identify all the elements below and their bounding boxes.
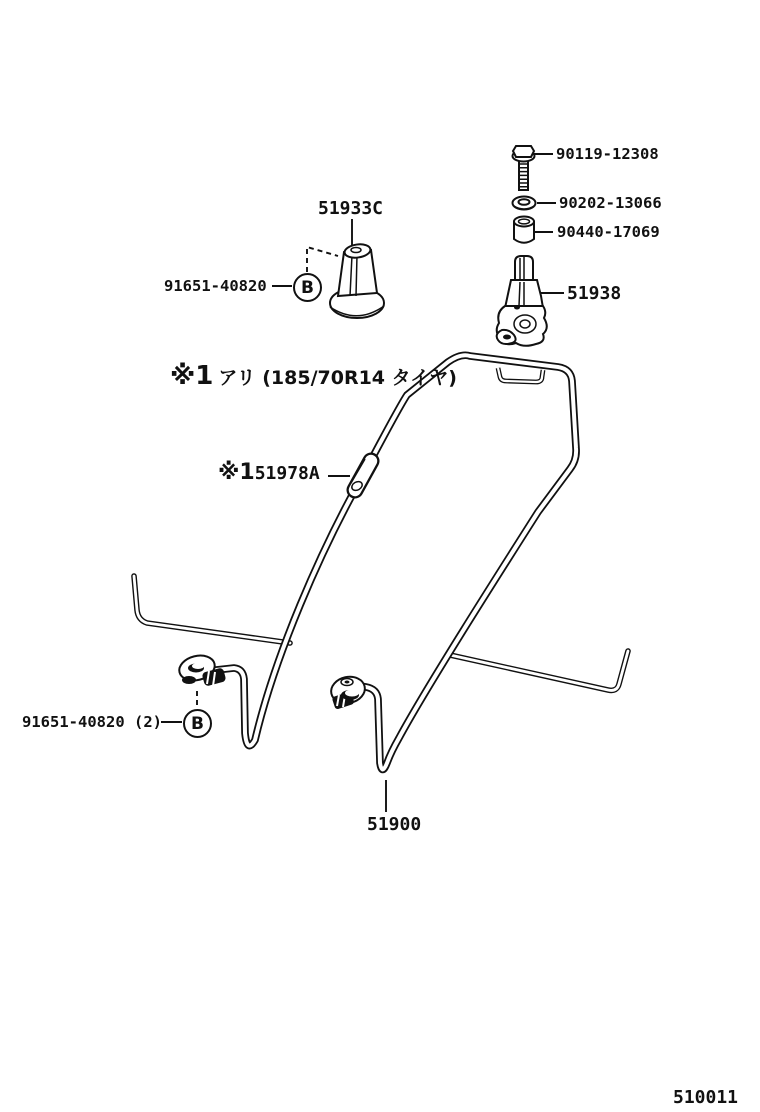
tire-note-mark: ※1 <box>170 361 214 391</box>
washer-drawing <box>513 197 536 210</box>
tire-note-text: アリ (185/70R14 タイヤ) <box>218 367 457 389</box>
part-number-hook[interactable]: 51938 <box>567 283 622 304</box>
cushion-number-text[interactable]: 51978A <box>254 463 320 484</box>
part-number-grommet-upper[interactable]: 91651-40820 <box>164 277 267 295</box>
carrier-center-bracket <box>329 674 368 710</box>
part-number-washer[interactable]: 90202-13066 <box>559 194 662 212</box>
marker-b-lower[interactable] <box>183 709 212 738</box>
hook-drawing <box>497 256 547 346</box>
marker-b-lower-letter: B <box>191 713 204 734</box>
carrier-left-bracket <box>177 652 227 687</box>
part-number-carrier[interactable]: 51900 <box>367 814 422 835</box>
carrier-loop <box>216 355 576 769</box>
part-number-cushion[interactable] <box>218 460 320 485</box>
marker-b-upper-letter: B <box>301 277 314 298</box>
bolt-drawing <box>513 146 535 190</box>
cushion-drawing <box>350 459 371 492</box>
collar-drawing <box>514 217 534 243</box>
marker-b-upper[interactable] <box>293 273 322 302</box>
tire-note <box>170 361 457 391</box>
part-number-bolt[interactable]: 90119-12308 <box>556 145 659 163</box>
part-number-plug[interactable]: 51933C <box>318 198 384 219</box>
carrier-frame-drawing <box>134 355 628 769</box>
part-number-collar[interactable]: 90440-17069 <box>557 223 660 241</box>
part-number-grommet-lower[interactable]: 91651-40820 (2) <box>22 713 162 731</box>
cushion-note-mark: ※1 <box>218 460 255 485</box>
figure-code: 510011 <box>673 1087 739 1108</box>
plug-drawing <box>330 243 384 318</box>
